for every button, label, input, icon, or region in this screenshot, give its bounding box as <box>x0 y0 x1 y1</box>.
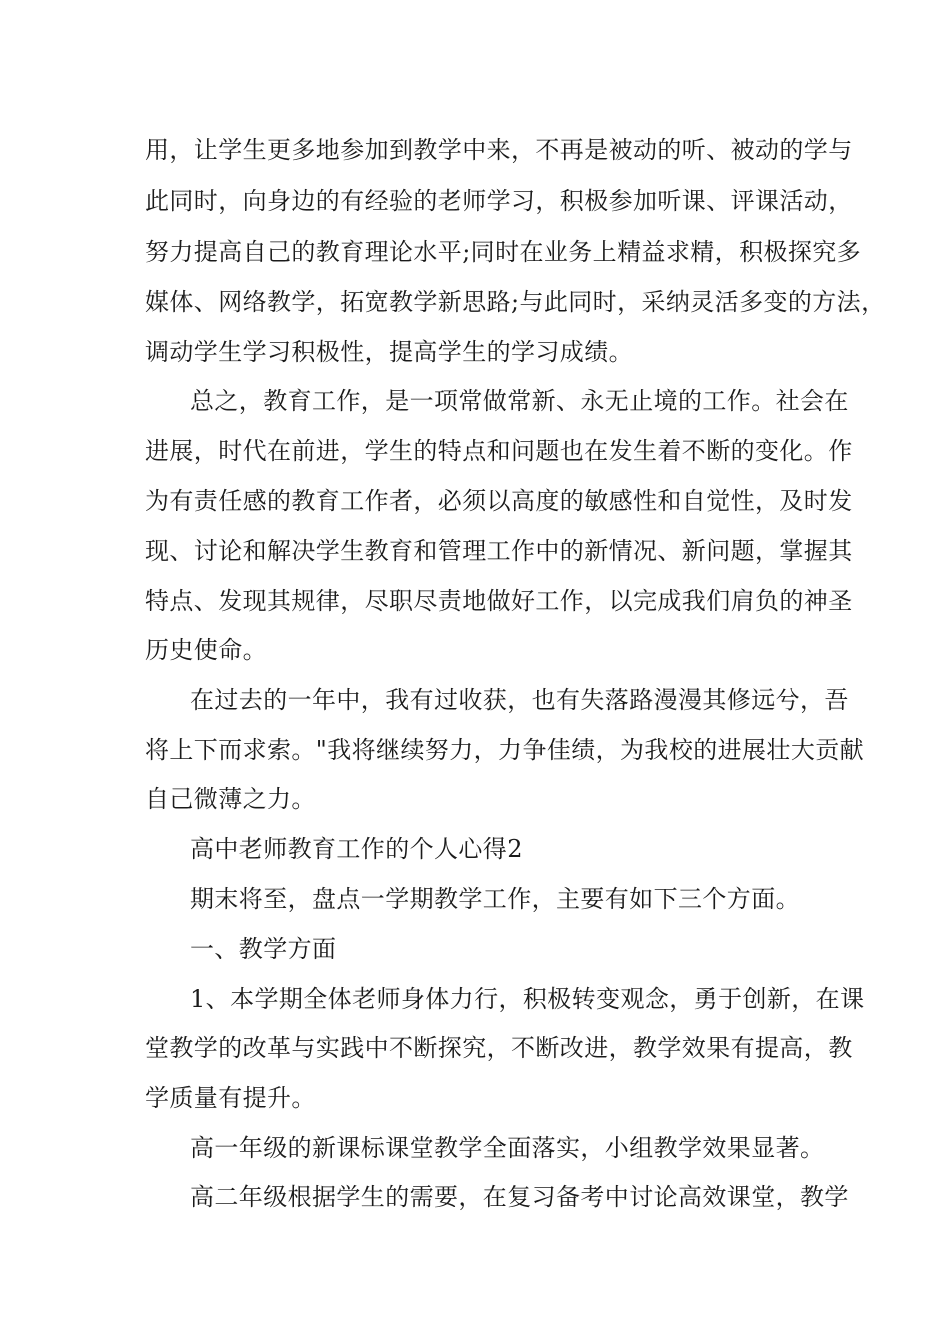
text-line: 特点、发现其规律，尽职尽责地做好工作，以完成我们肩负的神圣 <box>145 587 853 615</box>
paragraph-start-line: 1、本学期全体老师身体力行，积极转变观念，勇于创新，在课 <box>190 985 865 1013</box>
text-line: 努力提高自己的教育理论水平;同时在业务上精益求精，积极探究多 <box>145 238 862 266</box>
text-line: 进展，时代在前进，学生的特点和问题也在发生着不断的变化。作 <box>145 437 853 465</box>
subsection-heading: 一、教学方面 <box>190 935 337 963</box>
text-line: 堂教学的改革与实践中不断探究，不断改进，教学效果有提高，教 <box>145 1034 853 1062</box>
text-line: 为有责任感的教育工作者，必须以高度的敏感性和自觉性，及时发 <box>145 487 853 515</box>
text-line: 自己微薄之力。 <box>145 785 316 813</box>
text-line: 历史使命。 <box>145 636 267 664</box>
text-line: 此同时，向身边的有经验的老师学习，积极参加听课、评课活动， <box>145 187 853 215</box>
text-line: 现、讨论和解决学生教育和管理工作中的新情况、新问题，掌握其 <box>145 537 853 565</box>
section-title: 高中老师教育工作的个人心得2 <box>190 835 523 863</box>
paragraph-start-line: 高二年级根据学生的需要，在复习备考中讨论高效课堂，教学 <box>190 1183 849 1211</box>
text-line: 学质量有提升。 <box>145 1084 316 1112</box>
paragraph-start-line: 期末将至，盘点一学期教学工作，主要有如下三个方面。 <box>190 885 800 913</box>
text-line: 媒体、网络教学，拓宽教学新思路;与此同时，采纳灵活多变的方法， <box>145 288 886 316</box>
paragraph-start-line: 高一年级的新课标课堂教学全面落实，小组教学效果显著。 <box>190 1134 825 1162</box>
paragraph-start-line: 总之，教育工作，是一项常做常新、永无止境的工作。社会在 <box>190 387 849 415</box>
text-line: 将上下而求索。"我将继续努力，力争佳绩，为我校的进展壮大贡献 <box>145 736 865 764</box>
text-line: 调动学生学习积极性，提高学生的学习成绩。 <box>145 338 633 366</box>
text-line: 用，让学生更多地参加到教学中来，不再是被动的听、被动的学与 <box>145 136 853 164</box>
paragraph-start-line: 在过去的一年中，我有过收获，也有失落路漫漫其修远兮，吾 <box>190 686 849 714</box>
